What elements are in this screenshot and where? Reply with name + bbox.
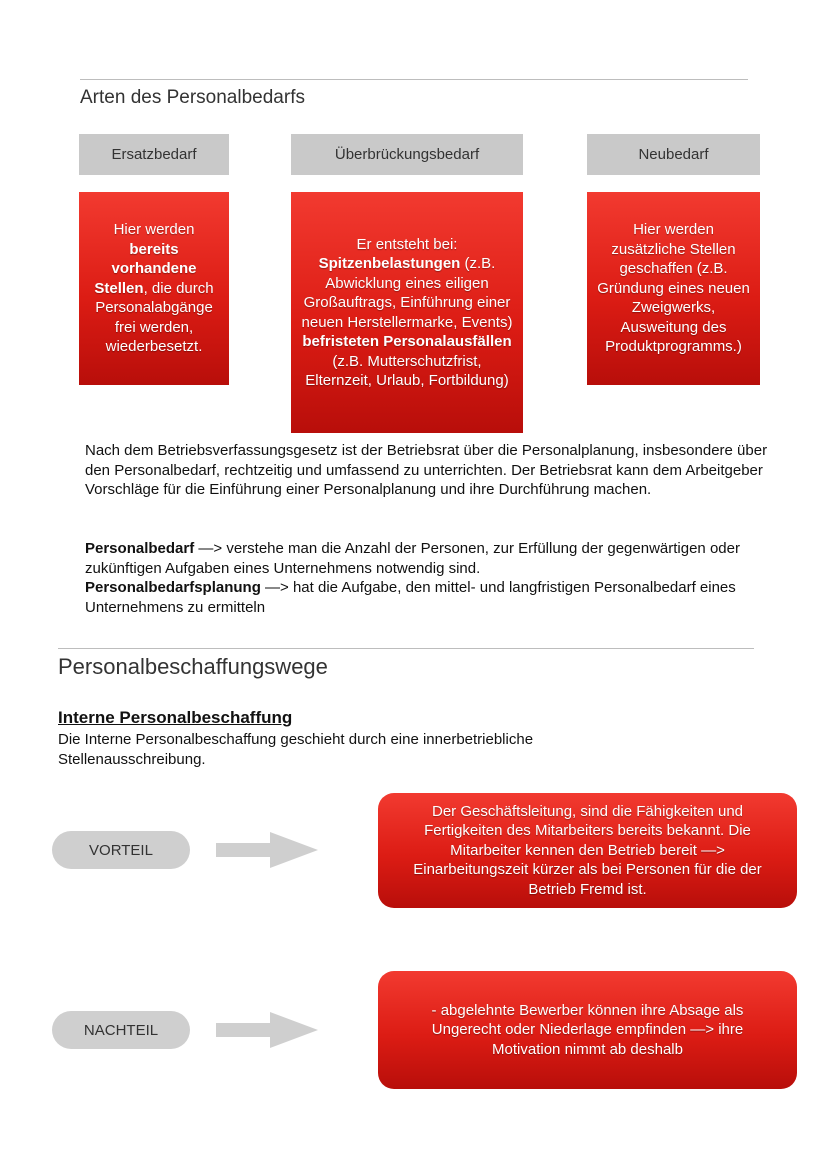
label-ersatzbedarf: Ersatzbedarf xyxy=(79,134,229,175)
label-ueberbrueckungsbedarf: Überbrückungsbedarf xyxy=(291,134,523,175)
pill-vorteil: VORTEIL xyxy=(52,831,190,869)
section-title-personalbedarf: Arten des Personalbedarfs xyxy=(80,87,305,108)
box-neubedarf xyxy=(587,192,760,385)
definition-list xyxy=(85,539,785,617)
box-ueberbrueckungsbedarf xyxy=(291,192,523,433)
subheading-interne-personalbeschaffung: Interne Personalbeschaffung xyxy=(58,708,293,727)
section-title-personalbeschaffungswege: Personalbeschaffungswege xyxy=(58,654,328,679)
box-ueberbrueckungsbedarf-text: Er entsteht bei: Spitzenbelastungen (z.B. Abwicklung eines eiligen Großauftrags, Einführung einer neuen Herstellermarke, Events) befristeten Personalausfällen (z.B. Mutterschutzfrist, Elternzeit, Urlaub, Fortbildung) xyxy=(301,235,513,389)
box-nachteil: - abgelehnte Bewerber können ihre Absage als Ungerecht oder Niederlage empfinden —> ihre Motivation nimmt ab deshalb xyxy=(378,971,797,1089)
box-ersatzbedarf-text: Hier werden bereits vorhandene Stellen, die durch Personalabgänge frei werden, wiederbesetzt. xyxy=(94,221,214,356)
definition-personalbedarfsplanung: Personalbedarfsplanung —> hat die Aufgabe, den mittel- und langfristigen Personalbedarf eines Unternehmens zu ermitteln xyxy=(85,579,736,616)
paragraph-betriebsverfassungsgesetz: Nach dem Betriebsverfassungsgesetz ist der Betriebsrat über die Personalplanung, insbesondere über den Personalbedarf, rechtzeitig und umfassend zu unterrichten. Der Betriebsrat kann dem Arbeitgeber Vorschläge für die Einführung einer Personalplanung und ihre Durchführung machen. xyxy=(85,442,768,498)
intro-interne-personalbeschaffung: Die Interne Personalbeschaffung geschieht durch eine innerbetriebliche Stellenausschreibung. xyxy=(58,731,534,768)
arrow-right-icon xyxy=(216,1010,320,1050)
pill-nachteil: NACHTEIL xyxy=(52,1011,190,1049)
top-divider xyxy=(80,79,748,80)
box-vorteil: Der Geschäftsleitung, sind die Fähigkeiten und Fertigkeiten des Mitarbeiters bereits bekannt. Die Mitarbeiter kennen den Betrieb bereit —> Einarbeitungszeit kürzer als bei Personen für die der Betrieb Fremd ist. xyxy=(378,793,797,908)
label-neubedarf: Neubedarf xyxy=(587,134,760,175)
arrow-right-icon xyxy=(216,830,320,870)
definition-personalbedarf: Personalbedarf —> verstehe man die Anzahl der Personen, zur Erfüllung der gegenwärtigen oder zukünftigen Aufgaben eines Unternehmens notwendig sind. xyxy=(85,540,740,577)
box-neubedarf-text: Hier werden zusätzliche Stellen geschaffen (z.B. Gründung eines neuen Zweigwerks, Ausweitung des Produktprogramms.) xyxy=(597,221,750,356)
middle-divider xyxy=(58,648,754,649)
box-ersatzbedarf xyxy=(79,192,229,385)
